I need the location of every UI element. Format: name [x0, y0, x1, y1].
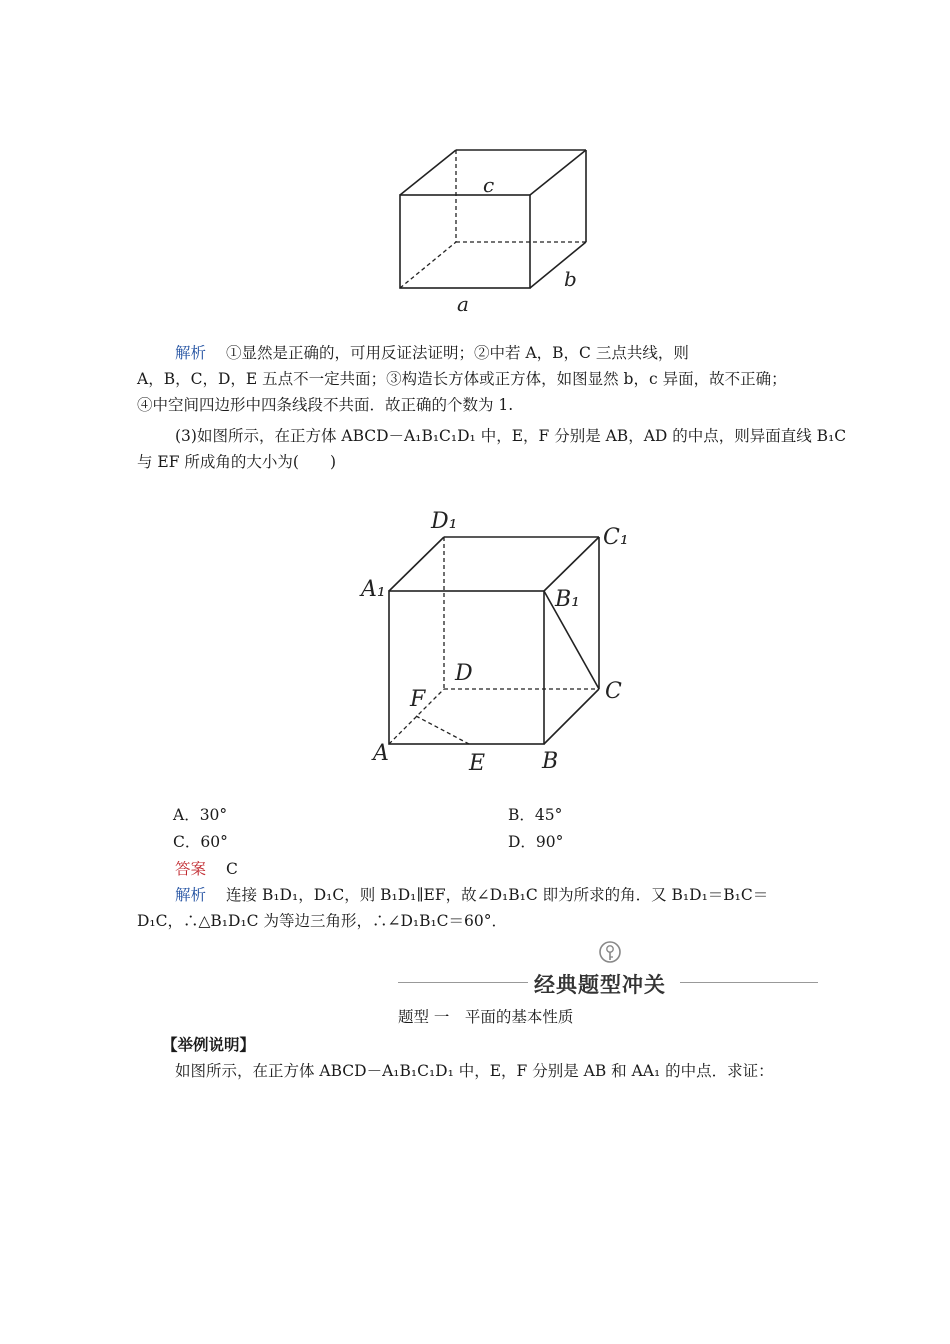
label-b: b	[564, 267, 577, 291]
vertex-B: B	[542, 749, 559, 774]
vertex-B1: B₁	[555, 587, 580, 612]
answer-tag: 答案	[175, 860, 207, 878]
answer	[175, 857, 238, 879]
option-d: D．90°	[508, 833, 564, 851]
analysis-1-line-3: ④中空间四边形中四条线段不共面．故正确的个数为 1.	[137, 396, 514, 414]
section-banner	[398, 940, 818, 1000]
label-c: c	[483, 173, 495, 197]
vertex-D: D	[455, 661, 473, 686]
analysis-2-line-2: D₁C，∴△B₁D₁C 为等边三角形，∴∠D₁B₁C＝60°．	[137, 912, 508, 930]
option-a: A．30°	[173, 806, 228, 824]
vertex-D1: D₁	[431, 509, 458, 534]
option-b: B．45°	[508, 806, 563, 824]
analysis-2	[137, 882, 817, 934]
vertex-E: E	[469, 751, 486, 776]
banner-title: 经典题型冲关	[534, 973, 666, 997]
vertex-C1: C₁	[603, 525, 629, 550]
vertex-C: C	[605, 679, 622, 704]
key-icon	[598, 940, 622, 968]
example-text: 如图所示，在正方体 ABCD－A₁B₁C₁D₁ 中，E，F 分别是 AB 和 AA₁ 的中点．求证：	[175, 1062, 774, 1080]
analysis-2-tag: 解析	[175, 886, 207, 904]
cube-figure	[355, 500, 645, 785]
answer-value: C	[226, 860, 238, 878]
analysis-1	[137, 340, 817, 418]
question-3-line-2: 与 EF 所成角的大小为( )	[137, 453, 337, 471]
vertex-A1: A₁	[361, 577, 386, 602]
vertex-F: F	[410, 687, 426, 712]
section-title: 题型 一 平面的基本性质	[398, 1008, 574, 1026]
option-c: C．60°	[173, 833, 228, 851]
example-heading: 【举例说明】	[162, 1035, 256, 1054]
box-figure	[380, 140, 620, 320]
label-a: a	[457, 292, 469, 316]
vertex-A: A	[373, 741, 389, 766]
analysis-1-line-1: ①显然是正确的，可用反证法证明；②中若 A，B，C 三点共线，则	[226, 344, 689, 362]
analysis-tag: 解析	[175, 344, 207, 362]
analysis-2-line-1: 连接 B₁D₁，D₁C，则 B₁D₁∥EF，故∠D₁B₁C 即为所求的角．又 B₁D₁＝B₁C＝	[226, 886, 769, 904]
analysis-1-line-2: A，B，C，D，E 五点不一定共面；③构造长方体或正方体，如图显然 b，c 异面，故不正确；	[137, 370, 787, 388]
question-3	[137, 423, 847, 475]
question-3-line-1: (3)如图所示，在正方体 ABCD－A₁B₁C₁D₁ 中，E，F 分别是 AB，AD 的中点，则异面直线 B₁C	[175, 427, 847, 445]
